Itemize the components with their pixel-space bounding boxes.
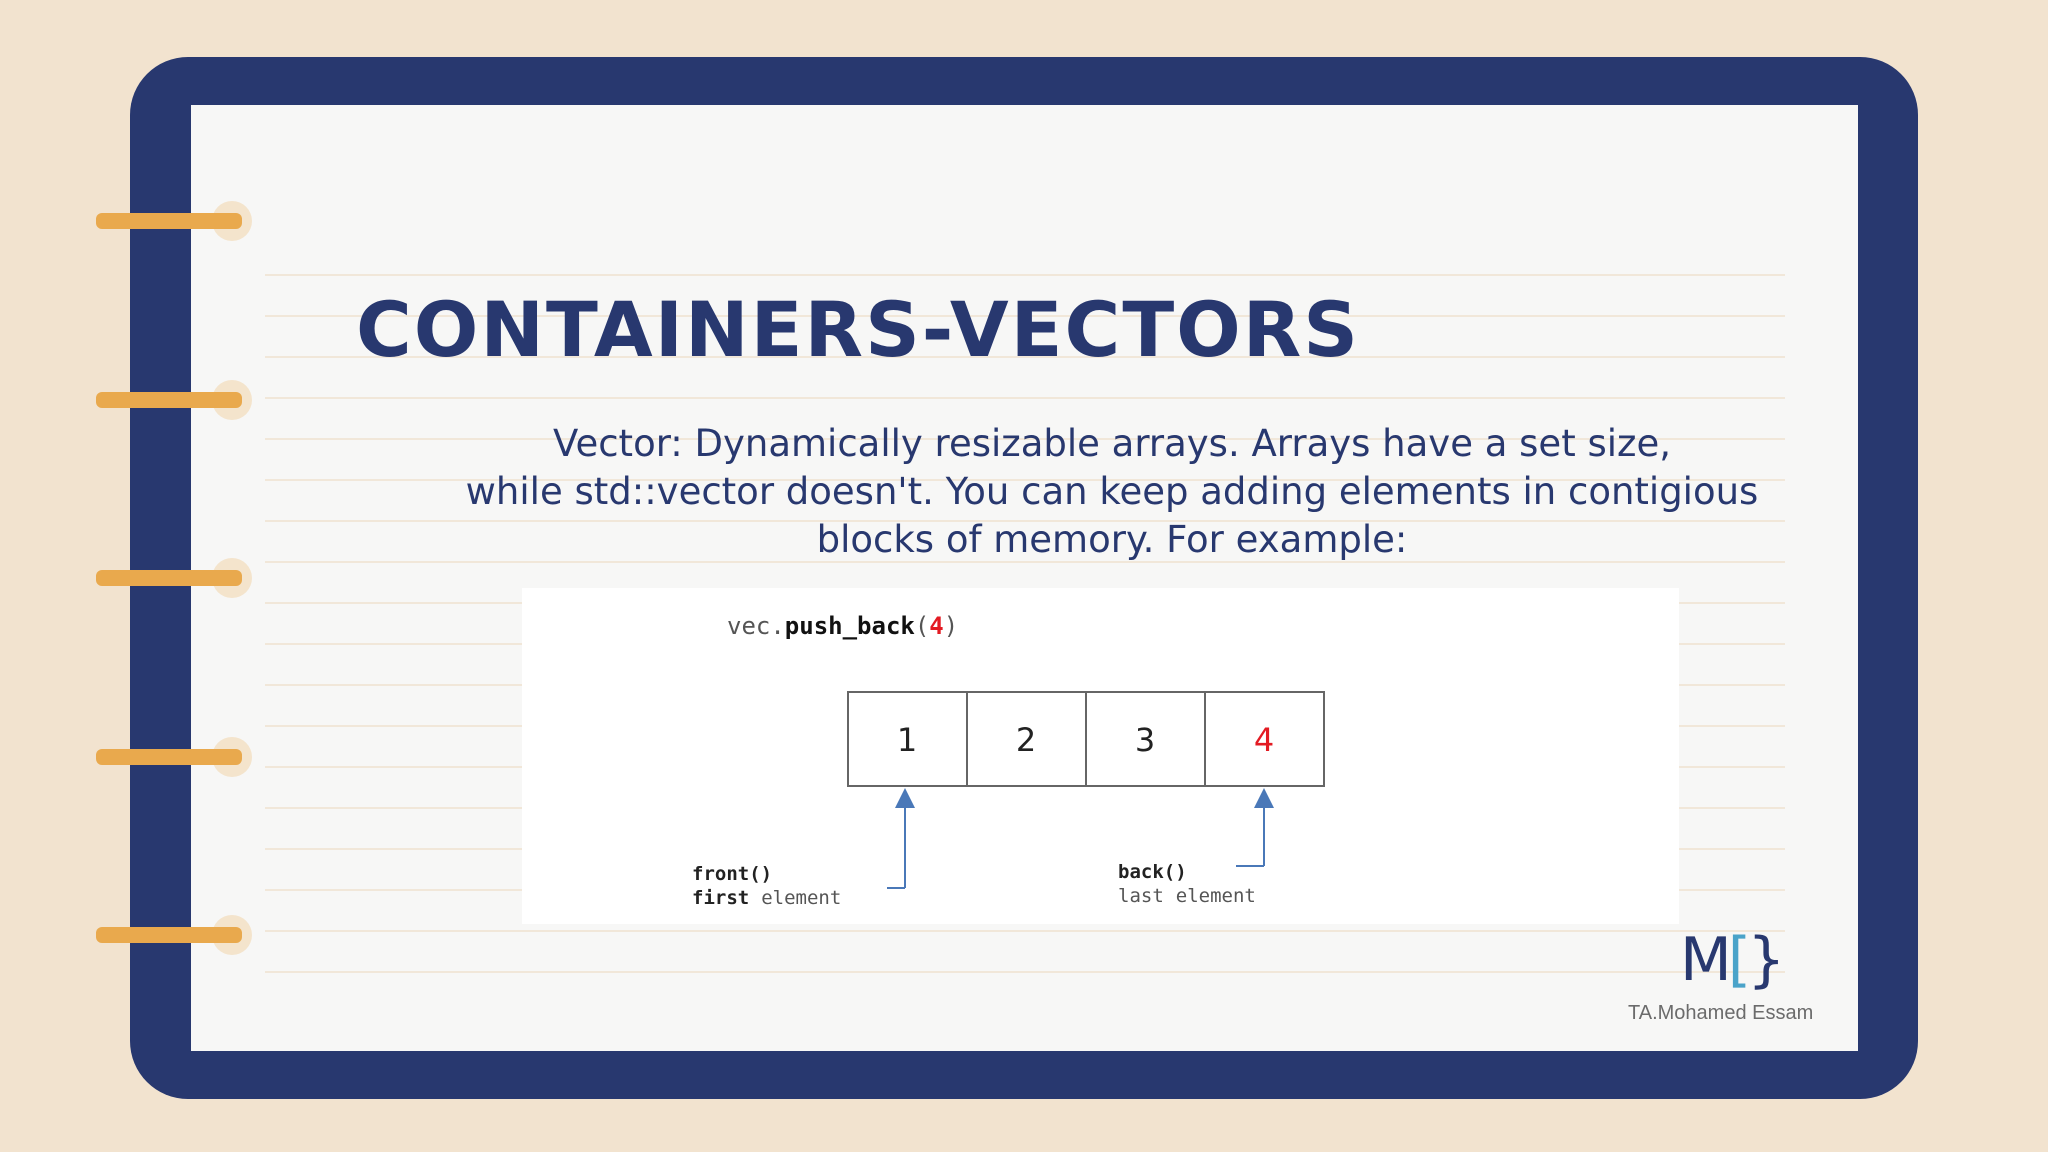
back-call-label: back() bbox=[1118, 861, 1187, 883]
front-desc-bold: first bbox=[692, 887, 750, 909]
author-name: TA.Mohamed Essam bbox=[1628, 1002, 1814, 1024]
binder-ring bbox=[96, 570, 242, 586]
description-line: Vector: Dynamically resizable arrays. Arrays have a set size, bbox=[553, 422, 1671, 465]
author-logo bbox=[1680, 925, 1782, 995]
front-call-label: front() bbox=[692, 863, 773, 885]
front-desc-label bbox=[692, 887, 841, 909]
logo-letter: M bbox=[1680, 925, 1728, 995]
front-desc-text: element bbox=[761, 887, 842, 909]
back-desc-label bbox=[1118, 885, 1256, 907]
back-desc-first: last bbox=[1118, 885, 1164, 907]
binder-ring bbox=[96, 392, 242, 408]
code-paren-close: ) bbox=[943, 612, 959, 640]
binder-ring bbox=[96, 749, 242, 765]
cell-value-new: 4 bbox=[1253, 721, 1275, 759]
code-method: push_back bbox=[784, 612, 915, 640]
code-argument: 4 bbox=[929, 612, 944, 640]
logo-bracket: [ bbox=[1727, 925, 1748, 995]
code-paren-open: ( bbox=[914, 612, 930, 640]
code-line bbox=[727, 612, 958, 640]
slide-description bbox=[400, 420, 1824, 564]
cell-value: 1 bbox=[896, 721, 918, 759]
binder-ring bbox=[96, 213, 242, 229]
cell-value: 3 bbox=[1134, 721, 1156, 759]
logo-brace: } bbox=[1747, 925, 1782, 995]
description-line: blocks of memory. For example: bbox=[816, 518, 1408, 561]
vector-diagram bbox=[522, 588, 1679, 924]
back-desc-text: element bbox=[1175, 885, 1256, 907]
slide-title: CONTAINERS-VECTORS bbox=[356, 285, 1361, 374]
description-line: while std::vector doesn't. You can keep adding elements in contigious bbox=[465, 470, 1759, 513]
binder-ring bbox=[96, 927, 242, 943]
code-object: vec. bbox=[727, 612, 785, 640]
cell-value: 2 bbox=[1015, 721, 1037, 759]
